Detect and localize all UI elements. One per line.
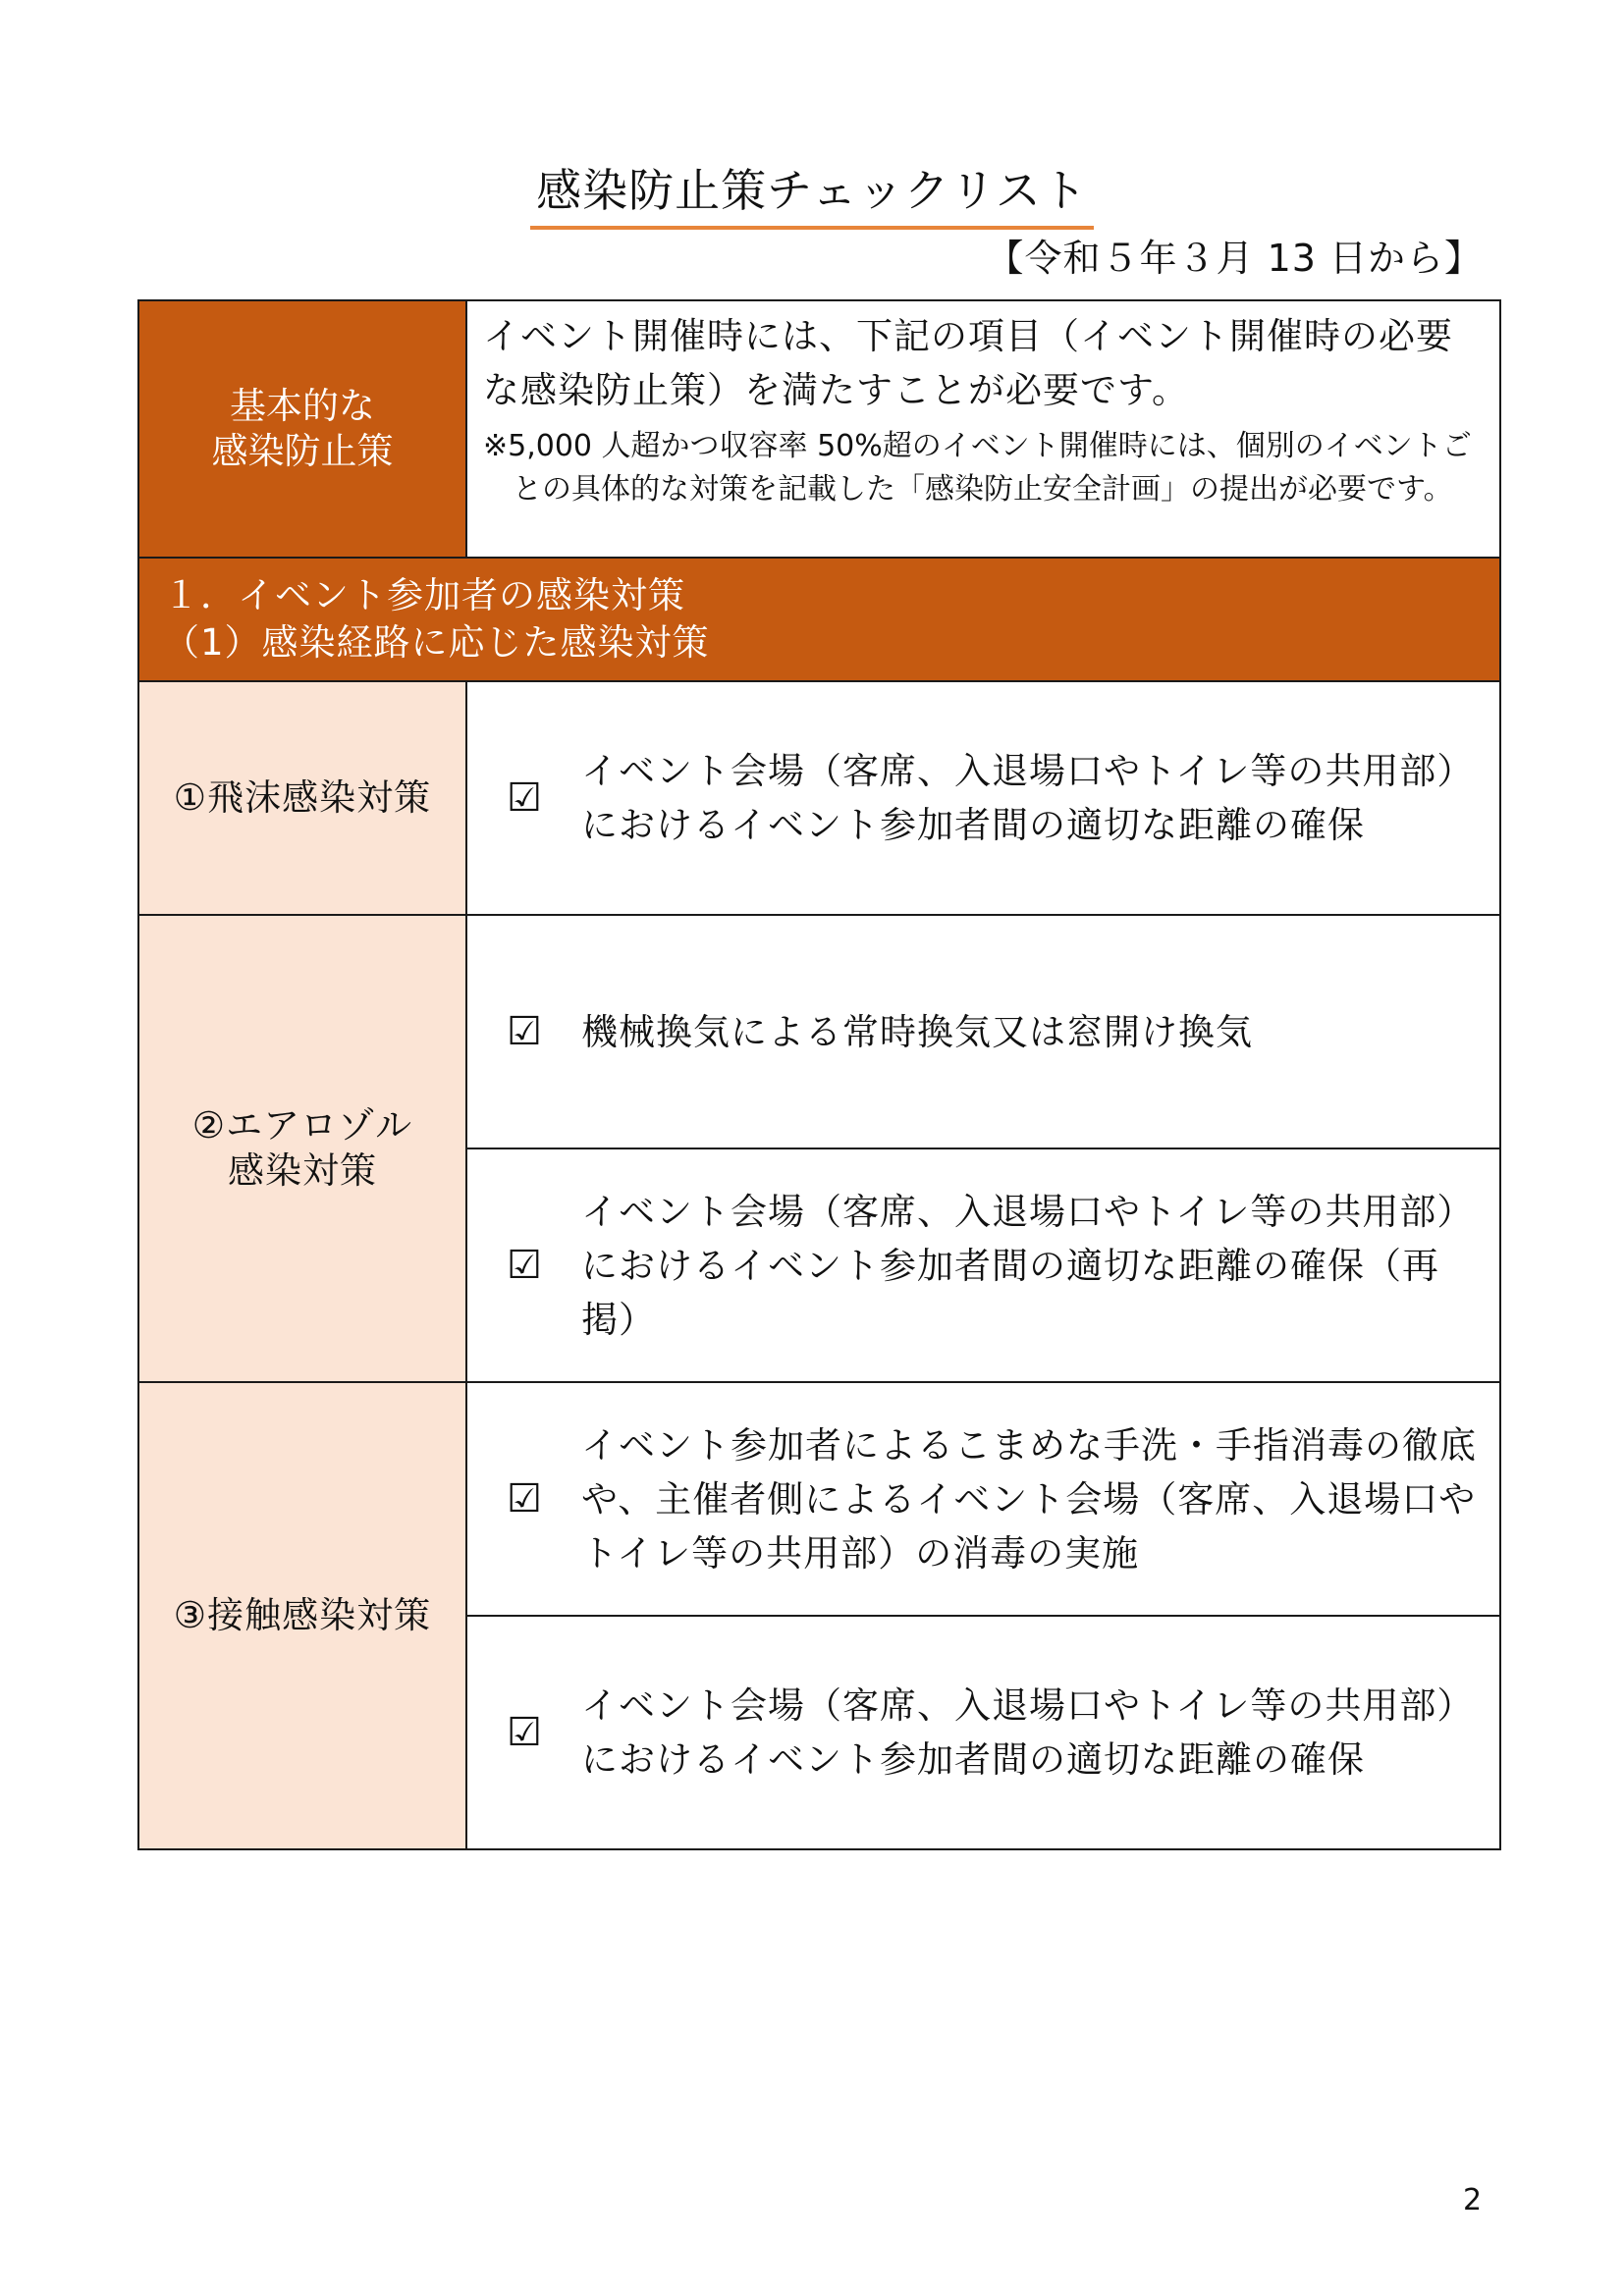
checklist-item-cell: [466, 681, 1500, 915]
basic-measures-description: [466, 300, 1500, 558]
checklist-item-cell: [466, 1382, 1500, 1616]
basic-note-text: ※5,000 人超かつ収容率 50%超のイベント開催時には、個別のイベントごとの具体的な対策を記載した「感染防止安全計画」の提出が必要です。: [483, 429, 1472, 507]
checkbox-checked-icon[interactable]: ☑: [507, 775, 542, 821]
checklist-item-cell: [466, 1148, 1500, 1382]
category-label-line1: ③接触感染対策: [173, 1594, 432, 1636]
page-title-wrapper: [0, 155, 1624, 230]
checkbox-checked-icon[interactable]: ☑: [507, 1710, 542, 1755]
basic-label-line1: 基本的な: [230, 385, 375, 427]
checklist-item: [467, 1005, 1499, 1059]
checklist-item-text: イベント会場（客席、入退場口やトイレ等の共用部）におけるイベント参加者間の適切な距離の確保: [581, 1684, 1475, 1781]
checklist-item-cell: [466, 1616, 1500, 1849]
checklist-item: [467, 1418, 1499, 1580]
basic-measures-label: [138, 300, 466, 558]
category-label-line1: ①飛沫感染対策: [173, 776, 432, 819]
checkbox-checked-icon[interactable]: ☑: [507, 1009, 542, 1054]
category-row-contact: [138, 1382, 1500, 1616]
checklist-item-text: イベント参加者によるこまめな手洗・手指消毒の徹底や、主催者側によるイベント会場（客席、入退場口やトイレ等の共用部）の消毒の実施: [581, 1423, 1477, 1575]
basic-label-line2: 感染防止策: [211, 430, 394, 472]
category-label-line1: ②エアロゾル: [191, 1104, 413, 1147]
checkbox-checked-icon[interactable]: ☑: [507, 1476, 542, 1522]
checklist-item-text: 機械換気による常時換気又は窓開け換気: [581, 1010, 1253, 1053]
checklist-item: [467, 1679, 1499, 1787]
checklist-item-text: イベント会場（客席、入退場口やトイレ等の共用部）におけるイベント参加者間の適切な距離の確保（再掲）: [581, 1190, 1475, 1341]
section-header-row: [138, 558, 1500, 681]
category-row-droplet: [138, 681, 1500, 915]
effective-date: 【令和５年３月 13 日から】: [986, 237, 1483, 280]
section-heading-line1: １．イベント参加者の感染対策: [163, 574, 685, 616]
category-label-droplet: [138, 681, 466, 915]
checkbox-checked-icon[interactable]: ☑: [507, 1243, 542, 1288]
page-title: 感染防止策チェックリスト: [530, 155, 1094, 230]
checklist-item-text: イベント会場（客席、入退場口やトイレ等の共用部）におけるイベント参加者間の適切な距離の確保: [581, 750, 1475, 846]
page-number: 2: [1463, 2183, 1483, 2217]
checklist-item-cell: [466, 915, 1500, 1148]
category-label-contact: [138, 1382, 466, 1849]
checklist-item: [467, 744, 1499, 852]
category-label-aerosol: [138, 915, 466, 1382]
basic-main-text: イベント開催時には、下記の項目（イベント開催時の必要な感染防止策）を満たすことが必要です。: [483, 315, 1453, 411]
category-label-line2: 感染対策: [228, 1149, 377, 1192]
checklist-table: [137, 299, 1501, 1850]
checklist-item: [467, 1185, 1499, 1347]
section-heading-line2: （1）感染経路に応じた感染対策: [163, 621, 710, 664]
section-header: [138, 558, 1500, 681]
category-row-aerosol: [138, 915, 1500, 1148]
basic-measures-row: [138, 300, 1500, 558]
